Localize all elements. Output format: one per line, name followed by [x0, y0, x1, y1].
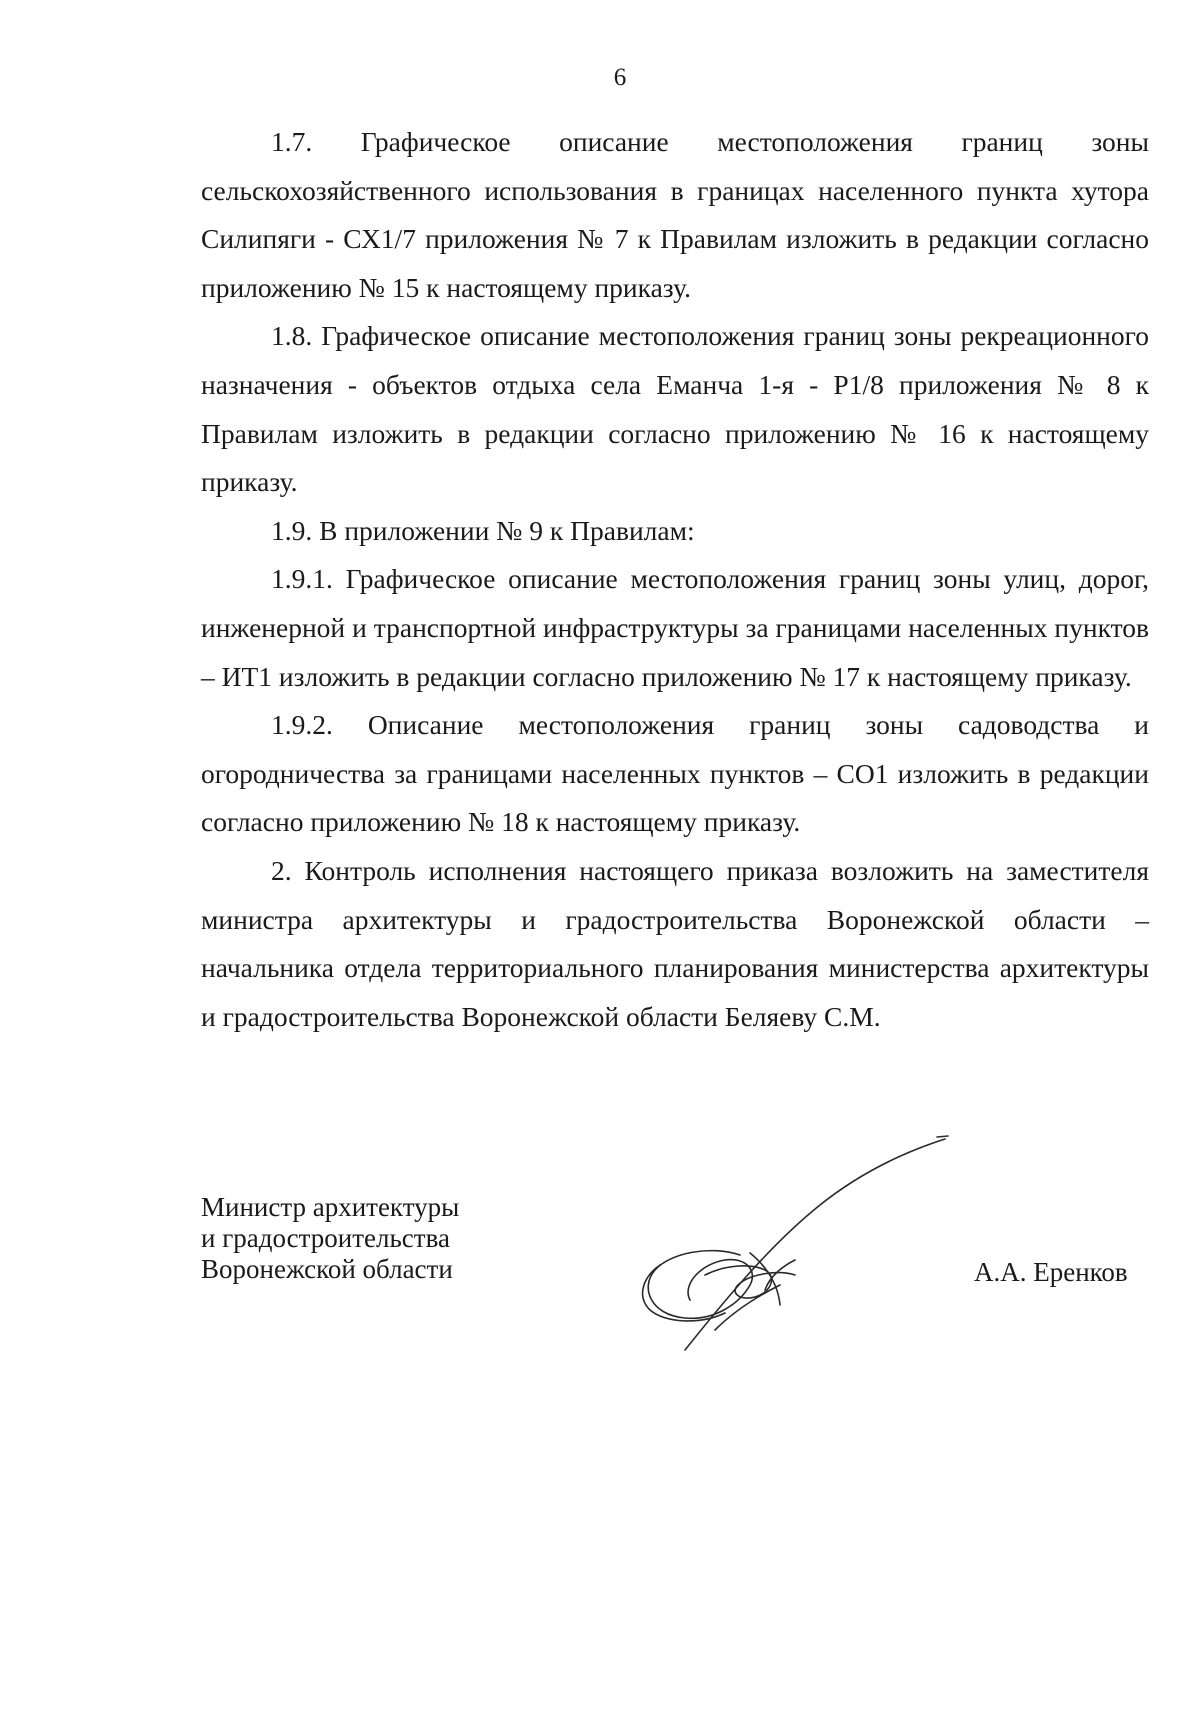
paragraph-1-8: 1.8. Графическое описание местоположения границ зоны рекреационного назначения - объектов отдыха села Еманча 1-я - Р1/8 приложения № 8 к Правилам изложить в редакции согласно приложению № 16 к настоящему приказу.: [201, 320, 1149, 498]
paragraph-1-9-2: 1.9.2. Описание местоположения границ зоны садоводства и огородничества за границами населенных пунктов – СО1 изложить в редакции согласно приложению № 18 к настоящему приказу.: [201, 709, 1149, 838]
paragraph-1-9-1: 1.9.1. Графическое описание местоположения границ зоны улиц, дорог, инженерной и транспортной инфраструктуры за границами населенных пунктов – ИТ1 изложить в редакции согласно приложению № 17 к настоящему приказу.: [201, 563, 1149, 692]
signatory-position: [201, 1192, 459, 1285]
page-number: 6: [613, 64, 627, 91]
signatory-position-line: Министр архитектуры: [201, 1192, 460, 1222]
signer-name: А.А. Еренков: [974, 1257, 1128, 1287]
document-body: [201, 118, 1149, 1041]
paragraph-2: 2. Контроль исполнения настоящего приказа возложить на заместителя министра архитектуры и градостроительства Воронежской области – начальника отдела территориального планирования министерства архитектуры и градостроительства Воронежской области Беляеву С.М.: [201, 854, 1149, 1032]
signatory-position-line: и градостроительства: [201, 1223, 450, 1253]
handwritten-signature: [630, 1125, 960, 1355]
signatory-position-line: Воронежской области: [201, 1254, 453, 1284]
paragraph-1-9: 1.9. В приложении № 9 к Правилам:: [271, 514, 695, 546]
paragraph-1-7: 1.7. Графическое описание местоположения границ зоны сельскохозяйственного использования в границах населенного пункта хутора Силипяги - СХ1/7 приложения № 7 к Правилам изложить в редакции согласно приложению № 15 к настоящему приказу.: [201, 126, 1149, 303]
